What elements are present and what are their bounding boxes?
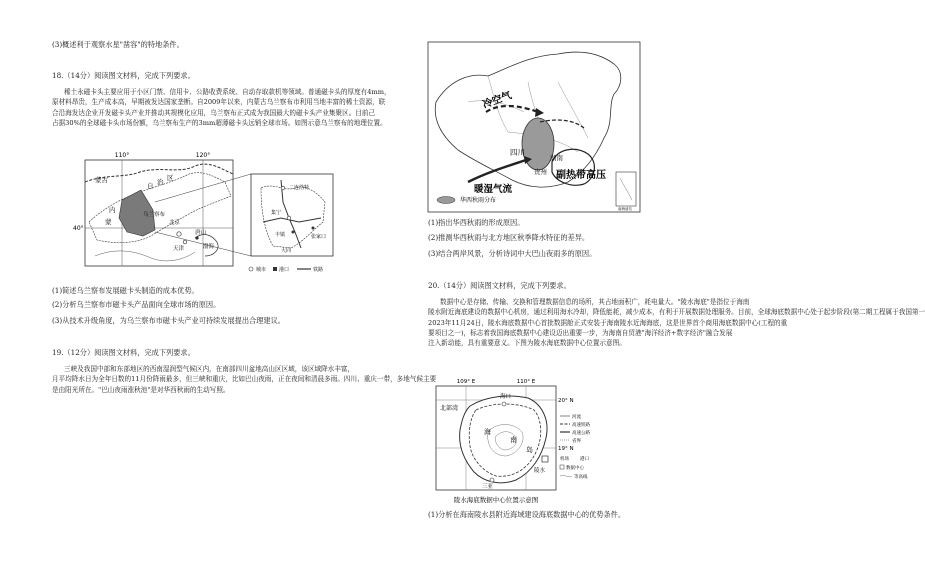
legend-rail-label: 高速铁路 xyxy=(572,423,590,428)
q20-material-line: 注入新动能，具有重要意义。下图为陵水海底数据中心位置示意图。 xyxy=(428,339,626,348)
q18-material-line: 稀土永磁卡头主要应用于小区门禁、信用卡、公路收费系统、自动存取款机等领域。普通磁卡头的厚度有4mm， xyxy=(64,88,391,96)
jining-symbol xyxy=(287,216,291,220)
q18-material xyxy=(52,87,397,128)
prev-question-tail: (3)概述利于观察水星"凿容"的特地条件。 xyxy=(52,40,184,49)
q19-material-line: 是由阳光所在。"巴山夜雨涨秋池"是对华西秋雨的生动写照。 xyxy=(52,385,230,394)
q18-question-1: (1)简述乌兰察布发展磁卡头制造的成本优势。 xyxy=(52,286,199,295)
hainan-label-a: 海 xyxy=(484,428,491,436)
data-center-symbol xyxy=(542,456,548,462)
q20-material-line: 2023年11月24日，陵水海底数据中心首批数据舱正式安装于海南陵水近海海底，这是世界首个商用海底数据中心(工程的重 xyxy=(428,318,788,327)
q18-material-line: 合沿海发达企业开发磁卡头产业并推动其规模化应用，乌兰察布正式成为我国最大的磁卡头产业集聚区。目前己 xyxy=(52,108,376,117)
beijing-label: 北京 xyxy=(169,220,181,226)
q20-material-line: 陵水附近海底建设的数据中心机房，通过利用海水冷却，降低能耗，减少成本，有利于开展数据处理服务。目前，全球海底数据中心处于起步阶段(第二期工程属于我国第一 xyxy=(428,308,925,317)
q20-material-line: 数据中心是存储、传输、交换和管理数据信息的场所，其占地面积广，耗电量大。"陵水海底"是指位于海南 xyxy=(440,298,750,306)
hunan-label: 湖南 xyxy=(550,154,563,162)
q18-material-line: 原材料昂贵，生产成本高，早期被发达国家垄断。自2009年以来，内蒙古乌兰察布市利用当地丰富的稀土资源，联 xyxy=(52,98,386,107)
q20-heading: 20.（14分）阅读图文材料，完成下列要求。 xyxy=(428,281,571,290)
gulf-label: 北部湾 xyxy=(440,405,459,412)
legend-contour-label: 等高线 xyxy=(574,475,588,480)
legend-rain-symbol xyxy=(437,197,455,204)
datong-label: 大同 xyxy=(281,248,292,254)
haikou-label: 海口 xyxy=(500,394,512,400)
erlianhot-label: 二连浩特 xyxy=(289,185,310,191)
q19-heading: 19.（12分）阅读图文材料，完成下列要求。 xyxy=(52,348,195,357)
q20-question-1: (1)分析在海南陵水县附近海域建设海底数据中心的优势条件。 xyxy=(428,510,626,519)
legend-airport-label: 机场 xyxy=(560,457,569,462)
lon-120-label: 120° xyxy=(195,152,211,159)
mongolia-label: 蒙古 xyxy=(95,176,108,184)
legend-river-label: 河流 xyxy=(572,415,581,420)
autonomous-label-c: 区 xyxy=(167,174,174,182)
q18-question-3: (3)从技术升级角度，为乌兰察布市磁卡头产业可持续发展提出合理建议。 xyxy=(52,316,285,325)
subtropical-high-label: 副热带高压 xyxy=(556,170,606,181)
hainan-label-b: 南 xyxy=(510,436,517,444)
autonomous-label-a: 自 xyxy=(147,182,154,190)
legend-boundary-label: 省界 xyxy=(572,439,581,444)
tianjin-label: 天津 xyxy=(173,246,185,252)
lat-40-label: 40° xyxy=(73,225,84,232)
jining-label: 集宁 xyxy=(271,210,282,216)
legend-road-label: 高速公路 xyxy=(572,431,590,436)
fengzhen-symbol xyxy=(292,231,295,234)
zhangjiakou-label: 张家口 xyxy=(311,234,327,240)
legend-city-symbol xyxy=(249,267,253,271)
sichuan-label: 四川 xyxy=(510,148,525,157)
sanya-symbol xyxy=(490,478,494,482)
south-sea-label: 南海诸岛 xyxy=(618,207,632,211)
q19-material-line: 月平均降水日为全年日数的11月份降雨最多，但三峡和重庆，比如巴山夜雨，正在夜间和清晨多雨。四川、重庆一带，多地气候主要 xyxy=(52,375,437,384)
legend-railway-label: 铁路 xyxy=(313,267,324,273)
cold-air-label: 冷空气 xyxy=(481,90,514,111)
huaxi-autumn-rain-map xyxy=(428,42,640,212)
mongolia-label-2: 蒙 xyxy=(105,218,112,226)
sanya-label: 三亚 xyxy=(482,484,494,490)
lon-109-label: 109° E xyxy=(456,379,476,385)
q18-material-line: 占据30%的全球磁卡头市场份额，乌兰察布生产的3mm超薄磁卡头远销全球市场。如图示意乌兰察布的地理位置。 xyxy=(52,118,387,127)
q19-material xyxy=(52,364,437,395)
legend-contour-symbol xyxy=(560,475,572,477)
legend-city-label: 城市 xyxy=(256,267,267,273)
fengzhen-label: 丰镇 xyxy=(275,232,286,238)
lat-19-label: 19° N xyxy=(558,446,574,452)
q19-question-3: (3)结合两岸风景，分析诗词中大巴山夜雨多的原因。 xyxy=(428,249,597,258)
ulanqab-label: 乌兰察布 xyxy=(143,212,166,218)
q19-question-2: (2)推测华西秋雨与北方地区秋季降水特征的差异。 xyxy=(428,233,590,242)
guizhou-label: 贵州 xyxy=(534,168,547,176)
legend-data-label: 数据中心 xyxy=(566,466,584,471)
legend-rain-label: 华西秋雨分布 xyxy=(460,197,497,204)
inner-label: 内 xyxy=(109,206,116,214)
q19-material-line: 三峡及我国中部和东部地区的西南湿润型气候区内，在南部四川盆地高山区区域，该区域降水丰富， xyxy=(64,365,355,373)
autonomous-label-b: 治 xyxy=(157,178,164,186)
legend-port-label: 港口 xyxy=(279,267,290,273)
lingshui-data-center-map xyxy=(430,376,610,506)
q18-heading: 18.（14分）阅读图文材料，完成下列要求。 xyxy=(52,71,195,80)
legend-port-symbol xyxy=(273,267,277,271)
q20-material xyxy=(428,297,925,348)
legend-data-symbol xyxy=(560,465,564,469)
lon-110-label: 110° xyxy=(114,152,130,159)
bohai-label: 渤海 xyxy=(203,244,215,250)
warm-flow-label: 暖湿气流 xyxy=(474,184,513,195)
q18-location-map xyxy=(73,152,335,276)
zhangjiakou-symbol xyxy=(312,227,315,230)
tangshan-city-symbol xyxy=(195,236,198,239)
beijing-city-symbol xyxy=(177,232,181,236)
lat-20-label: 20° N xyxy=(558,398,574,404)
legend-port-label: 港口 xyxy=(580,457,589,462)
tangshan-label: 唐山 xyxy=(195,230,207,236)
q20-material-line: 要项目之一)，标志着我国海底数据中心建设迈出重要一步，为海南自贸港"海洋经济+数字经济"融合发展 xyxy=(428,328,733,337)
map-caption: 陵水海底数据中心位置示意图 xyxy=(453,496,539,504)
erlianhot-symbol xyxy=(281,186,285,190)
hainan-label-c: 岛 xyxy=(526,446,533,454)
haikou-symbol xyxy=(502,402,506,406)
q19-question-1: (1)指出华西秋雨的形成原因。 xyxy=(428,218,525,227)
lingshui-label: 陵水 xyxy=(534,468,546,474)
q18-question-2: (2)分析乌兰察布市磁卡头产品面向全球市场的原因。 xyxy=(52,300,221,309)
lon-110-label: 110° E xyxy=(516,379,536,385)
tianjin-city-symbol xyxy=(183,240,187,244)
